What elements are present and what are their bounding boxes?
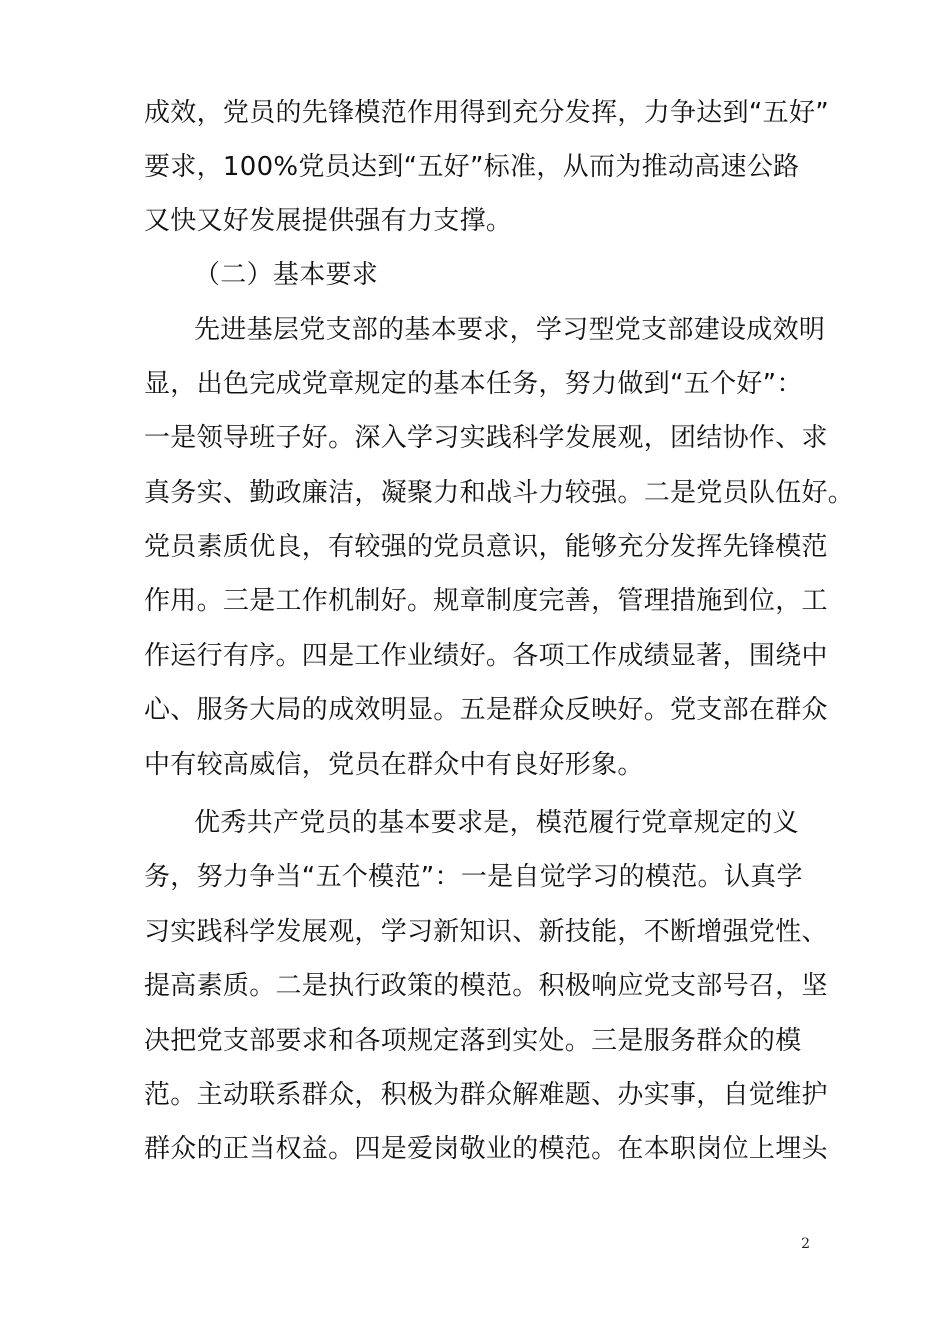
text-line: 中有较高威信，党员在群众中有良好形象。 [144,750,644,780]
text-line: 优秀共产党员的基本要求是，模范履行党章规定的义 [194,808,799,838]
text-line: 务，努力争当“五个模范”：一是自觉学习的模范。认真学 [144,862,803,892]
text-line: 习实践科学发展观，学习新知识、新技能，不断增强党性、 [144,917,828,947]
text-line: 决把党支部要求和各项规定落到实处。三是服务群众的模 [144,1026,802,1056]
text-line: 提高素质。二是执行政策的模范。积极响应党支部号召，坚 [144,971,828,1001]
text-line: 显，出色完成党章规定的基本任务，努力做到“五个好”： [144,369,803,399]
text-line: 作运行有序。四是工作业绩好。各项工作成绩显著，围绕中 [144,641,828,671]
text-line: 作用。三是工作机制好。规章制度完善，管理措施到位，工 [144,586,828,616]
section-heading: （二）基本要求 [194,260,379,290]
text-line: 真务实、勤政廉洁，凝聚力和战斗力较强。二是党员队伍好。 [144,478,855,508]
text-line: 党员素质优良，有较强的党员意识，能够充分发挥先锋模范 [144,532,828,562]
text-line: 范。主动联系群众，积极为群众解难题、办实事，自觉维护 [144,1080,828,1110]
text-line: 成效，党员的先锋模范作用得到充分发挥，力争达到“五好” [144,98,830,128]
text-line: 一是领导班子好。深入学习实践科学发展观，团结协作、求 [144,423,828,453]
text-line: 先进基层党支部的基本要求，学习型党支部建设成效明 [194,315,826,345]
page-number: 2 [801,1236,810,1252]
text-line: 群众的正当权益。四是爱岗敬业的模范。在本职岗位上埋头 [144,1134,828,1164]
text-line: 又快又好发展提供强有力支撑。 [144,206,513,236]
text-line: 要求，100%党员达到“五好”标准，从而为推动高速公路 [144,152,800,182]
text-line: 心、服务大局的成效明显。五是群众反映好。党支部在群众 [144,695,828,725]
